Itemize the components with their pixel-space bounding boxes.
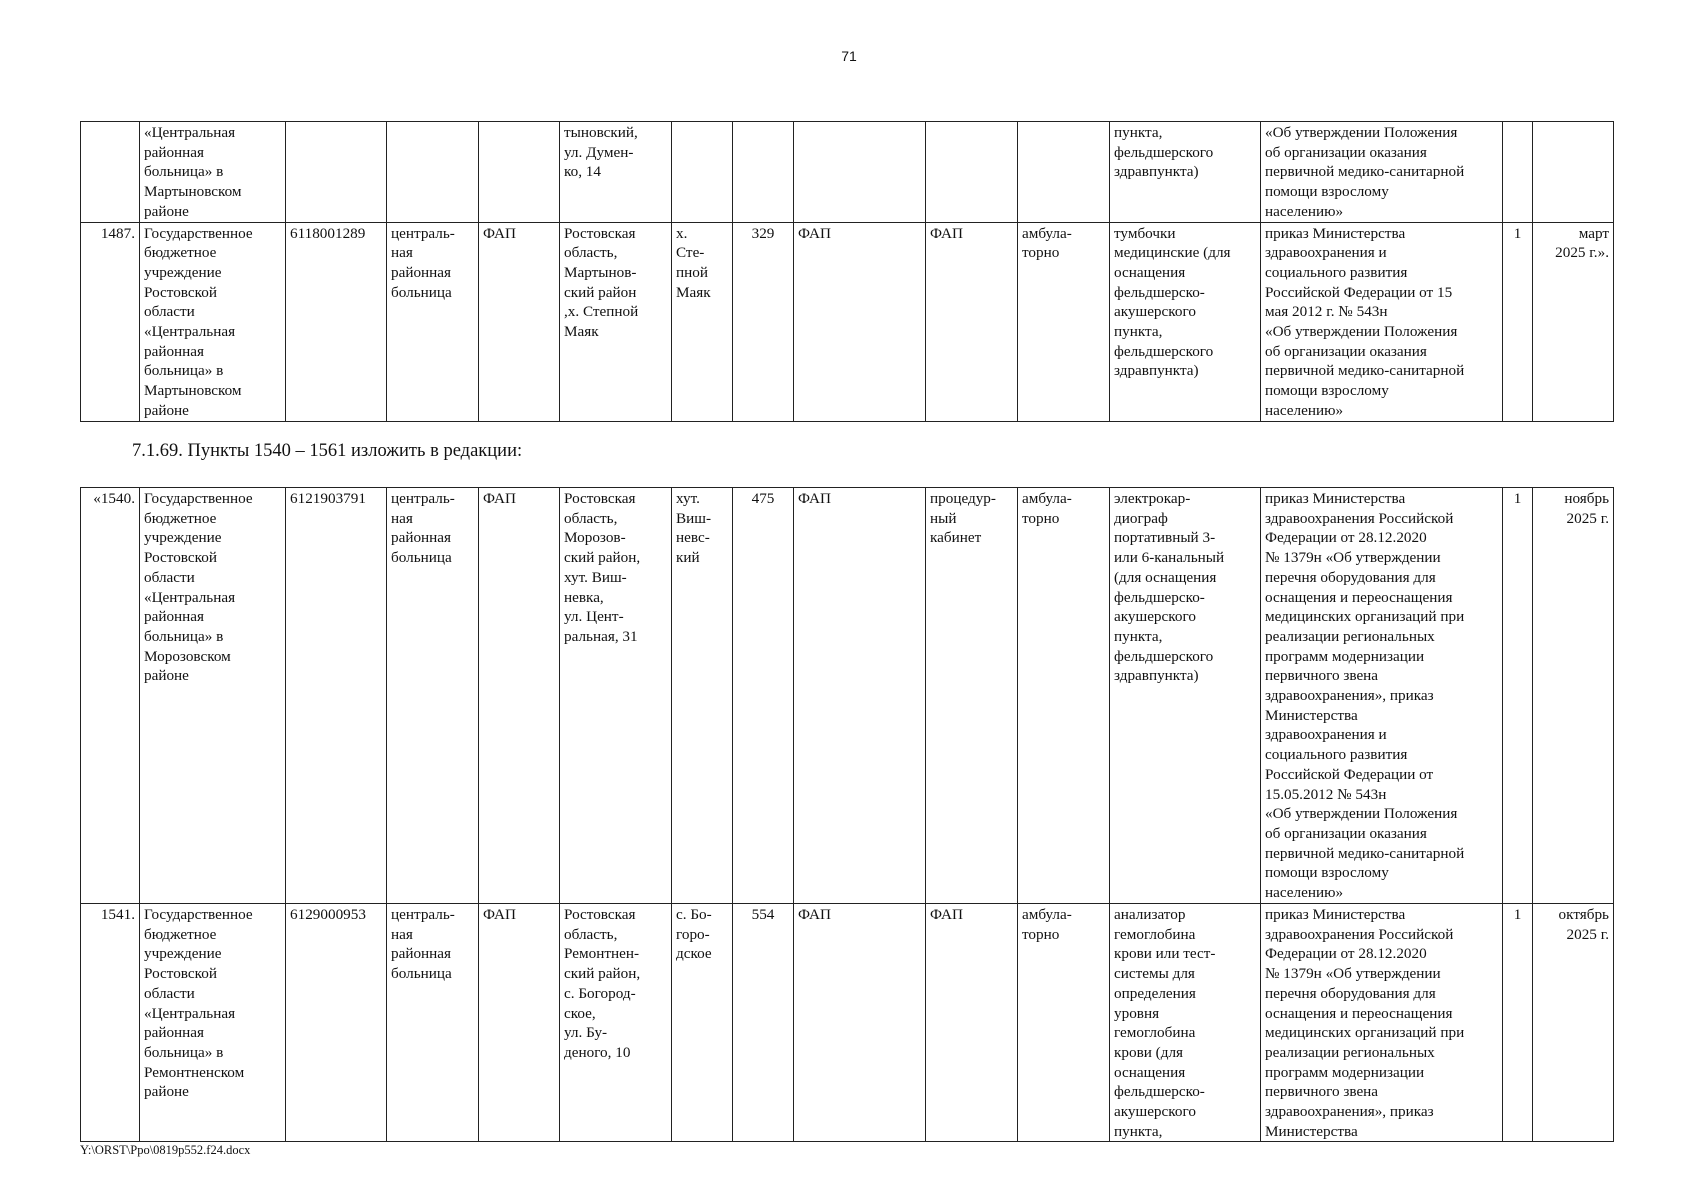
basis-cell: приказ Министерства здравоохранения Российской Федерации от 28.12.2020 № 1379н «Об утверждении перечня оборудования для оснащения и переоснащения медицинских организаций при реализации региональных программ модернизации первичного звена здравоохранения», приказ Министерства	[1261, 904, 1503, 1142]
equipment-cell: пункта, фельдшерского здравпункта)	[1110, 122, 1261, 223]
inn-cell: 6121903791	[286, 488, 387, 904]
population-cell	[733, 122, 794, 223]
basis-cell: приказ Министерства здравоохранения и социального развития Российской Федерации от 15 мая 2012 г. № 543н «Об утверждении Положения об организации оказания первичной медико-санитарной помощи взрослому населению»	[1261, 222, 1503, 421]
table-row	[81, 488, 1614, 904]
organization-cell: «Центральная районная больница» в Мартыновском районе	[140, 122, 286, 223]
care-form-cell: амбула- торно	[1018, 488, 1110, 904]
row-number: «1540.	[81, 488, 140, 904]
room-cell: процедур- ный кабинет	[926, 488, 1018, 904]
row-number: 1487.	[81, 222, 140, 421]
basis-cell: приказ Министерства здравоохранения Российской Федерации от 28.12.2020 № 1379н «Об утверждении перечня оборудования для оснащения и переоснащения медицинских организаций при реализации региональных программ модернизации первичного звена здравоохранения», приказ Министерства здравоохранения и социального развития Российской Федерации от 15.05.2012 № 543н «Об утверждении Положения об организации оказания первичной медико-санитарной помощи взрослому населению»	[1261, 488, 1503, 904]
date-cell: октябрь 2025 г.	[1533, 904, 1614, 1142]
quantity-cell: 1	[1503, 488, 1533, 904]
subdivision-cell: ФАП	[794, 904, 926, 1142]
population-cell: 475	[733, 488, 794, 904]
settlement-cell: х. Сте- пной Маяк	[672, 222, 733, 421]
row-number: 1541.	[81, 904, 140, 1142]
address-cell: Ростовская область, Мартынов- ский район ,х. Степной Маяк	[560, 222, 672, 421]
unit-cell: ФАП	[479, 904, 560, 1142]
quantity-cell	[1503, 122, 1533, 223]
org-type-cell: централь- ная районная больница	[387, 222, 479, 421]
address-cell: Ростовская область, Ремонтнен- ский район, с. Богород- ское, ул. Бу- деного, 10	[560, 904, 672, 1142]
organization-cell: Государственное бюджетное учреждение Ростовской области «Центральная районная больница» в Морозовском районе	[140, 488, 286, 904]
settlement-cell	[672, 122, 733, 223]
inn-cell: 6118001289	[286, 222, 387, 421]
page-number: 71	[841, 48, 857, 64]
date-cell: март 2025 г.».	[1533, 222, 1614, 421]
address-cell: Ростовская область, Морозов- ский район, хут. Виш- невка, ул. Цент- ральная, 31	[560, 488, 672, 904]
unit-cell: ФАП	[479, 488, 560, 904]
care-form-cell	[1018, 122, 1110, 223]
equipment-table-revised	[80, 487, 1614, 1142]
care-form-cell: амбула- торно	[1018, 222, 1110, 421]
inn-cell: 6129000953	[286, 904, 387, 1142]
quantity-cell: 1	[1503, 904, 1533, 1142]
table-row	[81, 904, 1614, 1142]
room-cell: ФАП	[926, 222, 1018, 421]
subdivision-cell: ФАП	[794, 222, 926, 421]
equipment-cell: электрокар- диограф портативный 3- или 6-канальный (для оснащения фельдшерско- акушерского пункта, фельдшерского здравпункта)	[1110, 488, 1261, 904]
settlement-cell: с. Бо- горо- дское	[672, 904, 733, 1142]
inn-cell	[286, 122, 387, 223]
unit-cell	[479, 122, 560, 223]
table-row	[81, 222, 1614, 421]
equipment-cell: анализатор гемоглобина крови или тест- системы для определения уровня гемоглобина крови (для оснащения фельдшерско- акушерского пункта,	[1110, 904, 1261, 1142]
row-number	[81, 122, 140, 223]
org-type-cell	[387, 122, 479, 223]
date-cell	[1533, 122, 1614, 223]
population-cell: 554	[733, 904, 794, 1142]
population-cell: 329	[733, 222, 794, 421]
date-cell: ноябрь 2025 г.	[1533, 488, 1614, 904]
equipment-table-continued	[80, 121, 1614, 422]
org-type-cell: централь- ная районная больница	[387, 904, 479, 1142]
file-path-footer: Y:\ORST\Ppo\0819p552.f24.docx	[80, 1143, 251, 1157]
basis-cell: «Об утверждении Положения об организации оказания первичной медико-санитарной помощи взрослому населению»	[1261, 122, 1503, 223]
amendment-instruction: 7.1.69. Пункты 1540 – 1561 изложить в редакции:	[132, 441, 523, 461]
subdivision-cell	[794, 122, 926, 223]
unit-cell: ФАП	[479, 222, 560, 421]
address-cell: тыновский, ул. Думен- ко, 14	[560, 122, 672, 223]
organization-cell: Государственное бюджетное учреждение Ростовской области «Центральная районная больница» в Ремонтненском районе	[140, 904, 286, 1142]
table-row	[81, 122, 1614, 223]
org-type-cell: централь- ная районная больница	[387, 488, 479, 904]
room-cell: ФАП	[926, 904, 1018, 1142]
care-form-cell: амбула- торно	[1018, 904, 1110, 1142]
equipment-cell: тумбочки медицинские (для оснащения фельдшерско- акушерского пункта, фельдшерского здравпункта)	[1110, 222, 1261, 421]
organization-cell: Государственное бюджетное учреждение Ростовской области «Центральная районная больница» в Мартыновском районе	[140, 222, 286, 421]
room-cell	[926, 122, 1018, 223]
subdivision-cell: ФАП	[794, 488, 926, 904]
quantity-cell: 1	[1503, 222, 1533, 421]
settlement-cell: хут. Виш- невс- кий	[672, 488, 733, 904]
